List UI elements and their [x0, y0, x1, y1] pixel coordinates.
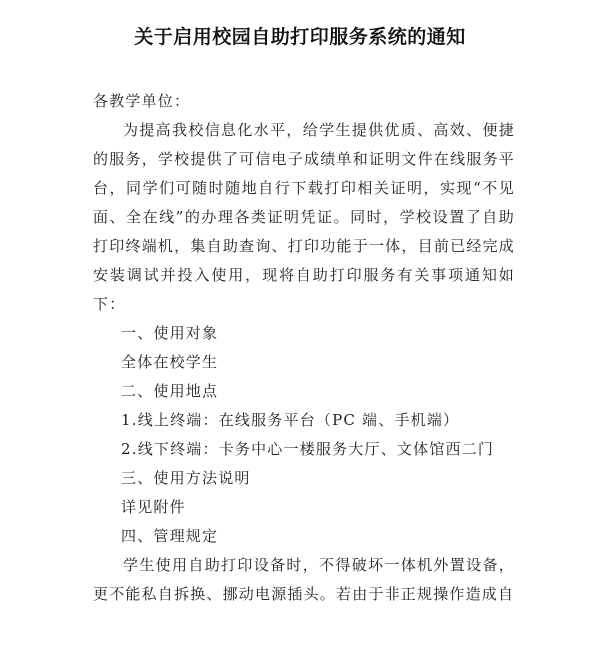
salutation: 各教学单位： — [93, 92, 191, 110]
section-heading-rules: 四、管理规定 — [121, 527, 219, 545]
section-line-usage: 详见附件 — [121, 498, 186, 516]
section-heading-target: 一、使用对象 — [121, 324, 219, 342]
section-heading-usage: 三、使用方法说明 — [121, 469, 251, 487]
document-body — [93, 87, 515, 609]
section-heading-location: 二、使用地点 — [121, 382, 219, 400]
section-line-online-terminal: 1.线上终端：在线服务平台（PC 端、手机端） — [121, 411, 460, 429]
section-line-offline-terminal: 2.线下终端：卡务中心一楼服务大厅、文体馆西二门 — [121, 440, 495, 458]
section-line-target: 全体在校学生 — [121, 353, 219, 371]
intro-paragraph: 为提高我校信息化水平，给学生提供优质、高效、便捷的服务，学校提供了可信电子成绩单和证明文件在线服务平台，同学们可随时随地自行下载打印相关证明，实现“不见面、全在线”的办理各类证明凭证。同时，学校设置了自助打印终端机，集自助查询、打印功能于一体，目前已经完成安装调试并投入使用，现将自助打印服务有关事项通知如下： — [93, 121, 515, 313]
document-title: 关于启用校园自助打印服务系统的通知 — [134, 26, 466, 48]
rules-paragraph: 学生使用自助打印设备时，不得破坏一体机外置设备，更不能私自拆换、挪动电源插头。若由于非正规操作造成自 — [93, 556, 515, 603]
